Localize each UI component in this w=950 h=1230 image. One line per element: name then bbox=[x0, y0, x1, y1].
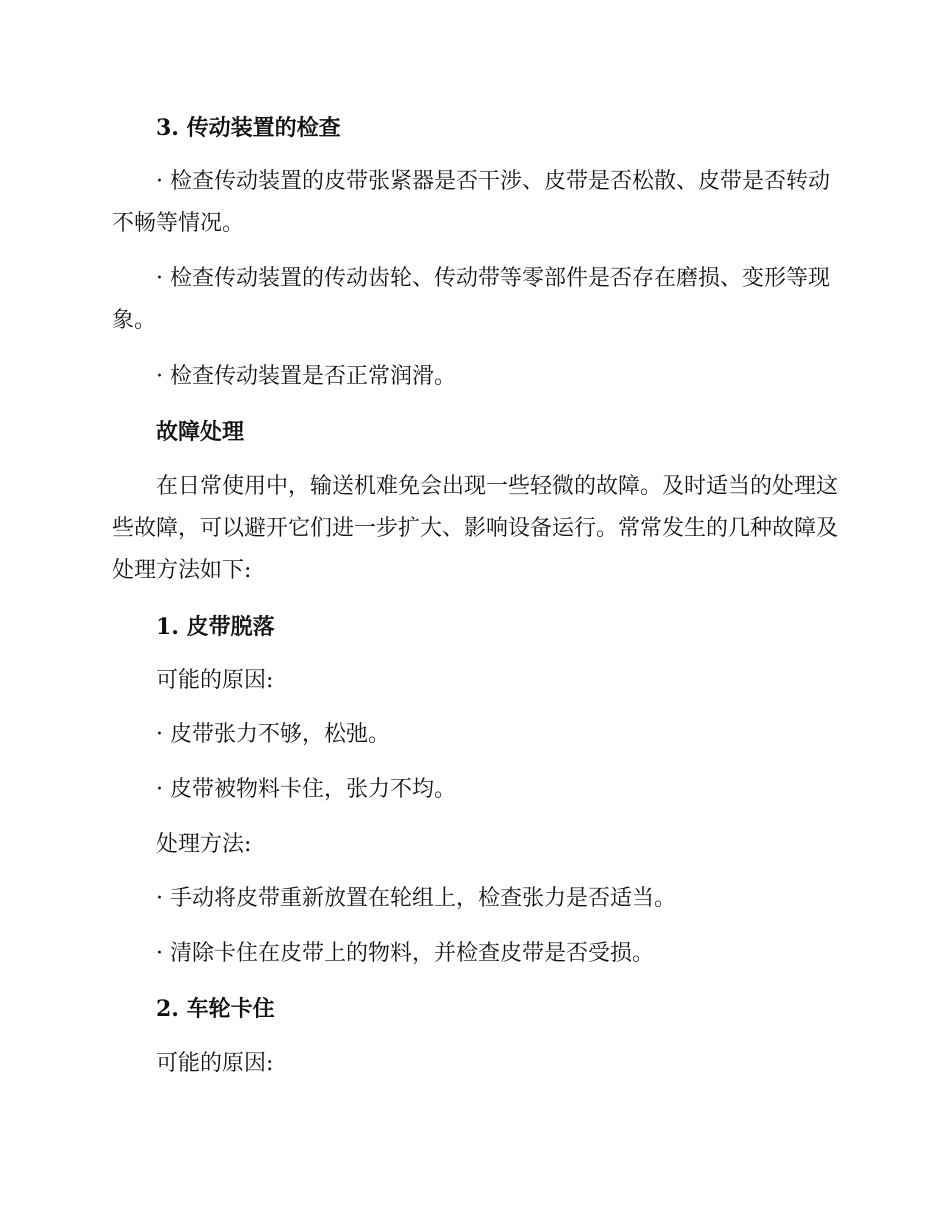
label-possible-causes-1: 可能的原因: bbox=[156, 668, 274, 693]
section-heading-fault-handling: 故障处理 bbox=[156, 419, 245, 445]
section-heading-transmission-check: 3. 传动装置的检查 bbox=[156, 115, 341, 141]
bullet-cause-material-stuck: · 皮带被物料卡住，张力不均。 bbox=[156, 777, 456, 802]
paragraph-fault-intro-line1: 在日常使用中，输送机难免会出现一些轻微的故障。及时适当的处理这 bbox=[156, 474, 839, 499]
bullet-belt-tensioner-line2: 不畅等情况。 bbox=[112, 211, 245, 236]
bullet-cause-tension-low: · 皮带张力不够，松弛。 bbox=[156, 722, 390, 747]
bullet-lubrication: · 检查传动装置是否正常润滑。 bbox=[156, 364, 456, 389]
paragraph-fault-intro-line2: 些故障，可以避开它们进一步扩大、影响设备运行。常常发生的几种故障及 bbox=[112, 516, 839, 541]
bullet-method-clear-material: · 清除卡住在皮带上的物料，并检查皮带是否受损。 bbox=[156, 941, 654, 966]
bullet-gear-wear-line2: 象。 bbox=[112, 308, 157, 333]
bullet-belt-tensioner-line1: · 检查传动装置的皮带张紧器是否干涉、皮带是否松散、皮带是否转动 bbox=[156, 169, 830, 194]
label-handling-method-1: 处理方法: bbox=[156, 832, 252, 857]
subheading-belt-off: 1. 皮带脱落 bbox=[156, 614, 275, 640]
paragraph-fault-intro-line3: 处理方法如下: bbox=[112, 558, 252, 583]
subheading-wheel-stuck: 2. 车轮卡住 bbox=[156, 996, 275, 1022]
bullet-method-reposition-belt: · 手动将皮带重新放置在轮组上，检查张力是否适当。 bbox=[156, 886, 676, 911]
bullet-gear-wear-line1: · 检查传动装置的传动齿轮、传动带等零部件是否存在磨损、变形等现 bbox=[156, 266, 830, 291]
label-possible-causes-2: 可能的原因: bbox=[156, 1051, 274, 1076]
